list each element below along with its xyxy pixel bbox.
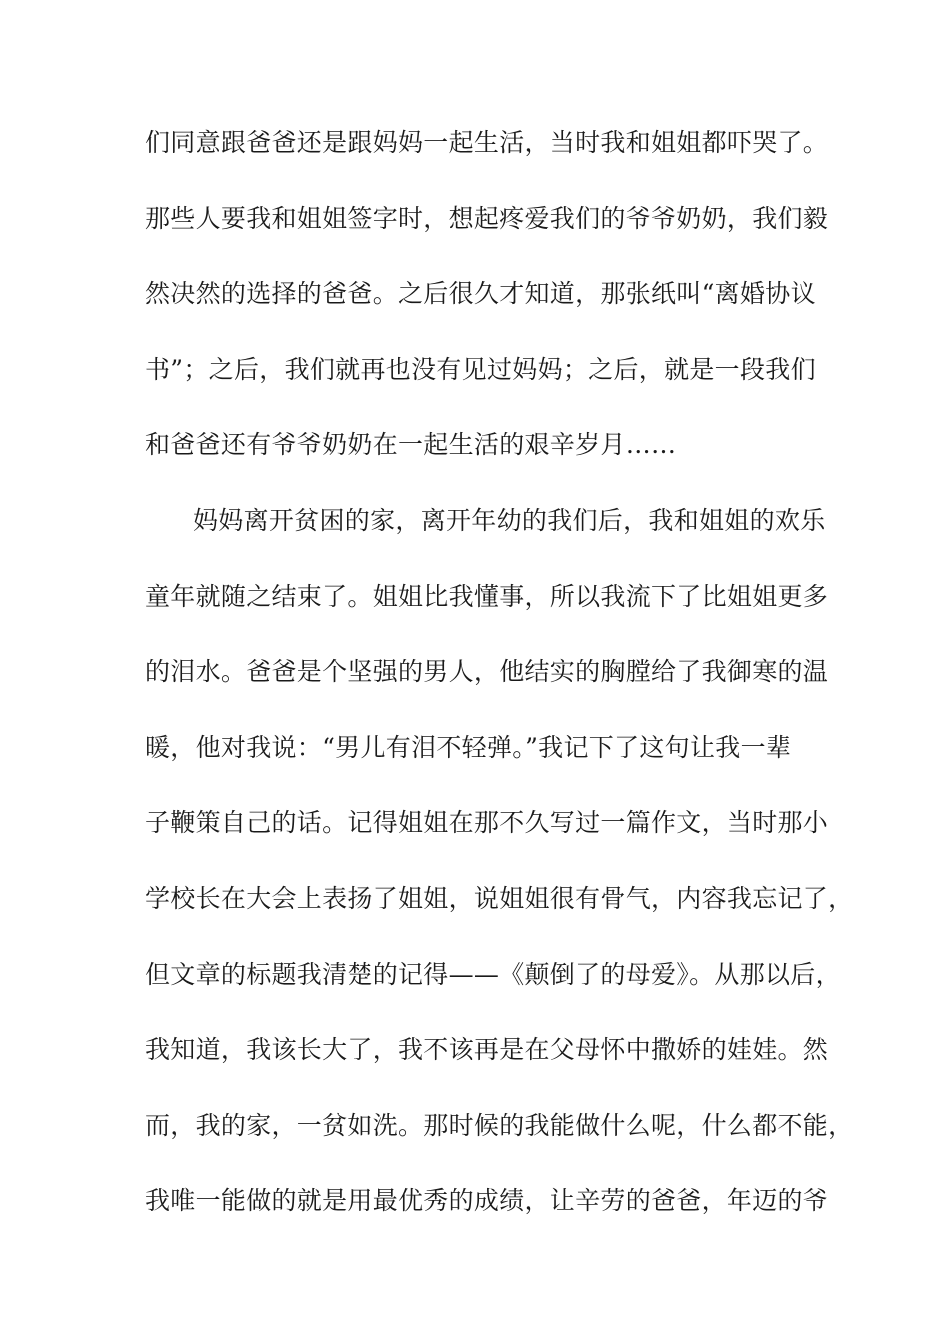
text-line: 学校长在大会上表扬了姐姐，说姐姐很有骨气，内容我忘记了， [145, 883, 854, 913]
text-line: 而，我的家，一贫如洗。那时候的我能做什么呢，什么都不能， [145, 1110, 854, 1140]
text-line: 暖，他对我说：“男儿有泪不轻弹。”我记下了这句让我一辈 [145, 732, 792, 762]
text-line: 然决然的选择的爸爸。之后很久才知道，那张纸叫“离婚协议 [145, 279, 816, 309]
text-line: 子鞭策自己的话。记得姐姐在那不久写过一篇作文，当时那小 [145, 808, 829, 838]
paragraph-first-line: 妈妈离开贫困的家，离开年幼的我们后，我和姐姐的欢乐 [193, 505, 826, 535]
text-line: 但文章的标题我清楚的记得——《颠倒了的母爱》。从那以后， [145, 959, 841, 989]
text-line: 书”；之后，我们就再也没有见过妈妈；之后，就是一段我们 [145, 354, 816, 384]
text-line: 童年就随之结束了。姐姐比我懂事，所以我流下了比姐姐更多 [145, 581, 829, 611]
text-line: 的泪水。爸爸是个坚强的男人，他结实的胸膛给了我御寒的温 [145, 657, 829, 687]
text-line: 那些人要我和姐姐签字时，想起疼爱我们的爷爷奶奶，我们毅 [145, 203, 829, 233]
body-text [145, 128, 854, 1264]
text-line: 和爸爸还有爷爷奶奶在一起生活的艰辛岁月…… [145, 430, 677, 460]
text-line: 我知道，我该长大了，我不该再是在父母怀中撒娇的娃娃。然 [145, 1035, 829, 1065]
text-line: 们同意跟爸爸还是跟妈妈一起生活，当时我和姐姐都吓哭了。 [145, 128, 829, 157]
text-line: 我唯一能做的就是用最优秀的成绩，让辛劳的爸爸，年迈的爷 [145, 1186, 829, 1216]
